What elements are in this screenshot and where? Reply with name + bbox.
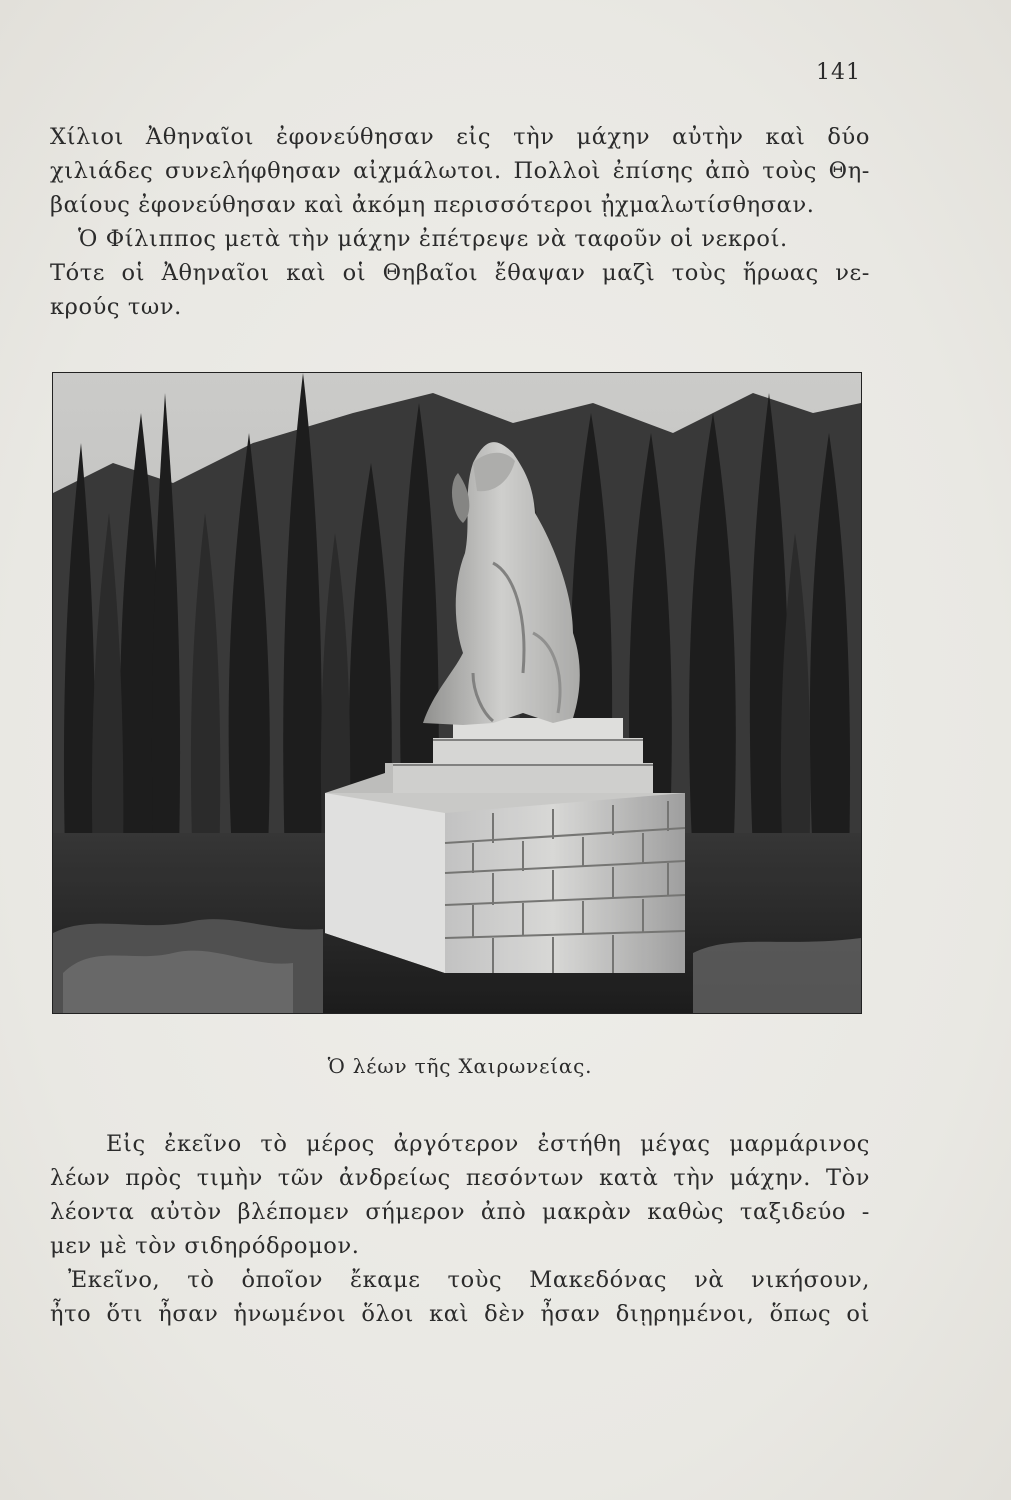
text-line: κρούς των.: [50, 294, 182, 320]
figure-caption: [0, 1054, 900, 1078]
text-block-top: [50, 120, 870, 324]
text-line: ἦτο ὅτι ἦσαν ἡνωμένοι ὅλοι καὶ δὲν ἦσαν διῃρημένοι, ὅπως οἱ: [50, 1301, 870, 1327]
text-line: χιλιάδες συνελήφθησαν αἰχμάλωτοι. Πολλοὶ ἐπίσης ἀπὸ τοὺς Θη-: [50, 158, 870, 184]
text-line: Εἰς ἐκεῖνο τὸ μέρος ἀργότερον ἐστήθη μέγας μαρμάρινος: [106, 1131, 870, 1157]
text-line: Ὁ Φίλιππος μετὰ τὴν μάχην ἐπέτρεψε νὰ ταφοῦν οἱ νεκροί.: [78, 226, 788, 252]
text-line: βαίους ἐφονεύθησαν καὶ ἀκόμη περισσότεροι ᾐχμαλωτίσθησαν.: [50, 192, 815, 218]
text-line: λέων πρὸς τιμὴν τῶν ἀνδρείως πεσόντων κατὰ τὴν μάχην. Τὸν: [50, 1165, 870, 1191]
page-number: 141: [816, 60, 861, 85]
text-line: Ἐκεῖνο, τὸ ὁποῖον ἔκαμε τοὺς Μακεδόνας νὰ νικήσουν,: [68, 1267, 870, 1293]
text-block-bottom: [50, 1127, 870, 1331]
text-line: λέοντα αὐτὸν βλέπομεν σήμερον ἀπὸ μακρὰν καθὼς ταξιδεύο -: [50, 1199, 870, 1225]
figure-caption-text: Ὁ λέων τῆς Χαιρωνείας.: [327, 1054, 593, 1078]
lion-of-chaeronea-photo: [52, 372, 862, 1014]
text-line: μεν μὲ τὸν σιδηρόδρομον.: [50, 1233, 360, 1259]
text-line: Χίλιοι Ἀθηναῖοι ἐφονεύθησαν εἰς τὴν μάχην αὐτὴν καὶ δύο: [50, 124, 870, 150]
text-line: Τότε οἱ Ἀθηναῖοι καὶ οἱ Θηβαῖοι ἔθαψαν μαζὶ τοὺς ἥρωας νε-: [50, 260, 870, 286]
